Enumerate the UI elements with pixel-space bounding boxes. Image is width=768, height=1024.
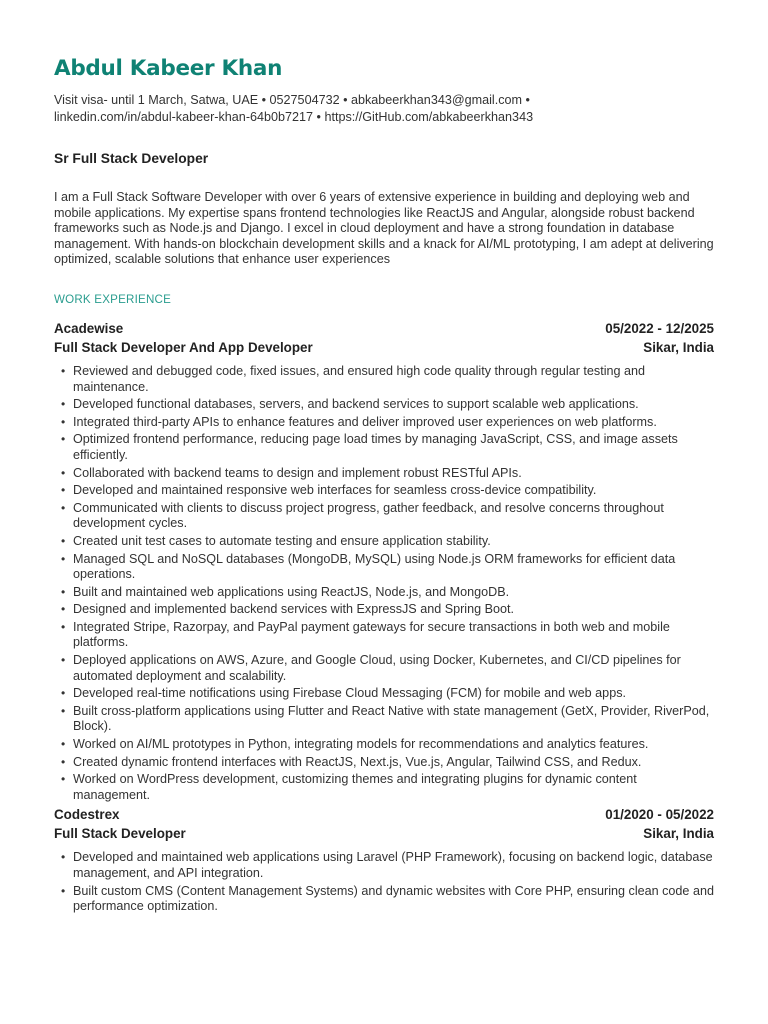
bullet-text: Collaborated with backend teams to design and implement robust RESTful APIs. — [73, 465, 522, 480]
bullet-dot-icon: • — [61, 850, 66, 865]
bullet-dot-icon: • — [61, 584, 66, 599]
bullet-text: Developed functional databases, servers, and backend services to support scalable web applications. — [73, 397, 639, 412]
list-item — [61, 414, 714, 431]
section-title-work-experience: WORK EXPERIENCE — [54, 292, 172, 306]
list-item — [61, 551, 714, 583]
list-item — [61, 397, 714, 413]
professional-summary: I am a Full Stack Software Developer with over 6 years of extensive experience in building and deploying web and mobile applications. My expertise spans frontend technologies like ReactJS and Angular, alongside robust backend frameworks such as Node.js and Django. I excel in cloud deployment and have a strong foundation in database management. With hands-on blockchain development skills and a knack for AI/ML prototyping, I am adept at delivering optimized, scalable solutions that enhance user experiences — [54, 190, 714, 267]
list-item — [61, 584, 714, 601]
bullet-text: Created unit test cases to automate testing and ensure application stability. — [73, 533, 491, 548]
list-item — [61, 754, 714, 771]
contact-info — [54, 92, 714, 126]
bullet-text: Reviewed and debugged code, fixed issues, and ensured high code quality through regular testing and maintenance. — [73, 363, 646, 394]
list-item — [61, 686, 714, 702]
bullet-text: Created dynamic frontend interfaces with ReactJS, Next.js, Vue.js, Angular, Tailwind CSS, and Redux. — [73, 754, 642, 769]
list-item — [61, 772, 714, 803]
list-item — [61, 883, 714, 915]
bullet-dot-icon: • — [61, 602, 66, 617]
bullet-text: Built cross-platform applications using Flutter and React Native with state management (GetX, Provider, RiverPod, Block). — [73, 703, 710, 734]
list-item — [61, 432, 714, 463]
job-dates: 05/2022 - 12/2025 — [605, 320, 714, 336]
bullet-dot-icon: • — [61, 397, 66, 412]
candidate-name: Abdul Kabeer Khan — [54, 56, 283, 81]
job-bullets — [54, 364, 714, 803]
bullet-text: Worked on AI/ML prototypes in Python, integrating models for recommendations and analytics features. — [73, 737, 649, 752]
list-item — [61, 653, 714, 684]
bullet-text: Built custom CMS (Content Management Systems) and dynamic websites with Core PHP, ensuring clean code and performance optimization. — [73, 883, 714, 914]
bullet-dot-icon: • — [61, 533, 66, 548]
list-item — [61, 619, 714, 651]
bullet-dot-icon: • — [61, 483, 66, 498]
list-item — [61, 500, 714, 532]
bullet-text: Deployed applications on AWS, Azure, and Google Cloud, using Docker, Kubernetes, and CI/CD pipelines for automated deployment and scalability. — [73, 653, 681, 683]
company-name: Codestrex — [54, 807, 120, 823]
job-location: Sikar, India — [643, 339, 714, 355]
job-role: Full Stack Developer — [54, 826, 186, 842]
bullet-text: Integrated third-party APIs to enhance features and deliver improved user experiences on web platforms. — [73, 414, 657, 429]
bullet-dot-icon: • — [61, 619, 66, 634]
bullet-text: Developed real-time notifications using Firebase Cloud Messaging (FCM) for mobile and web apps. — [73, 686, 626, 701]
bullet-text: Worked on WordPress development, customizing themes and integrating plugins for dynamic content management. — [73, 772, 637, 802]
contact-line-2: linkedin.com/in/abdul-kabeer-khan-64b0b7217 • https://GitHub.com/abkabeerkhan343 — [54, 110, 534, 124]
bullet-dot-icon: • — [61, 653, 66, 668]
job-entry — [54, 805, 714, 914]
list-item — [61, 703, 714, 735]
bullet-text: Built and maintained web applications using ReactJS, Node.js, and MongoDB. — [73, 584, 510, 599]
job-entry — [54, 319, 714, 803]
bullet-dot-icon: • — [61, 551, 66, 566]
list-item — [61, 850, 714, 881]
bullet-text: Managed SQL and NoSQL databases (MongoDB, MySQL) using Node.js ORM frameworks for efficient data operations. — [73, 551, 676, 582]
bullet-dot-icon: • — [61, 883, 66, 898]
bullet-text: Developed and maintained responsive web interfaces for seamless cross-device compatibility. — [73, 483, 597, 498]
bullet-dot-icon: • — [61, 703, 66, 718]
bullet-text: Developed and maintained web applications using Laravel (PHP Framework), focusing on backend logic, database management, and API integration. — [73, 850, 713, 880]
bullet-text: Designed and implemented backend services with ExpressJS and Spring Boot. — [73, 602, 515, 617]
bullet-text: Optimized frontend performance, reducing page load times by managing JavaScript, CSS, and image assets efficiently. — [73, 432, 678, 462]
job-location: Sikar, India — [643, 826, 714, 842]
bullet-dot-icon: • — [61, 686, 66, 701]
list-item — [61, 533, 714, 550]
bullet-dot-icon: • — [61, 772, 66, 787]
bullet-text: Integrated Stripe, Razorpay, and PayPal payment gateways for secure transactions in both web and mobile platforms. — [73, 619, 670, 650]
bullet-dot-icon: • — [61, 737, 66, 752]
contact-line-1: Visit visa- until 1 March, Satwa, UAE • 0527504732 • abkabeerkhan343@gmail.com • — [54, 93, 530, 107]
list-item — [61, 465, 714, 482]
list-item — [61, 363, 714, 395]
job-bullets — [54, 850, 714, 914]
bullet-dot-icon: • — [61, 465, 66, 480]
work-experience-list — [54, 319, 714, 915]
resume-page — [54, 54, 714, 917]
job-headline: Sr Full Stack Developer — [54, 151, 209, 166]
bullet-dot-icon: • — [61, 414, 66, 429]
bullet-dot-icon: • — [61, 363, 66, 378]
job-dates: 01/2020 - 05/2022 — [605, 807, 714, 823]
list-item — [61, 737, 714, 753]
bullet-dot-icon: • — [61, 432, 66, 447]
bullet-dot-icon: • — [61, 754, 66, 769]
list-item — [61, 602, 714, 618]
company-name: Acadewise — [54, 320, 124, 336]
list-item — [61, 483, 714, 499]
job-role: Full Stack Developer And App Developer — [54, 339, 313, 355]
bullet-dot-icon: • — [61, 500, 66, 515]
bullet-text: Communicated with clients to discuss project progress, gather feedback, and resolve concerns throughout development cycles. — [73, 500, 664, 531]
